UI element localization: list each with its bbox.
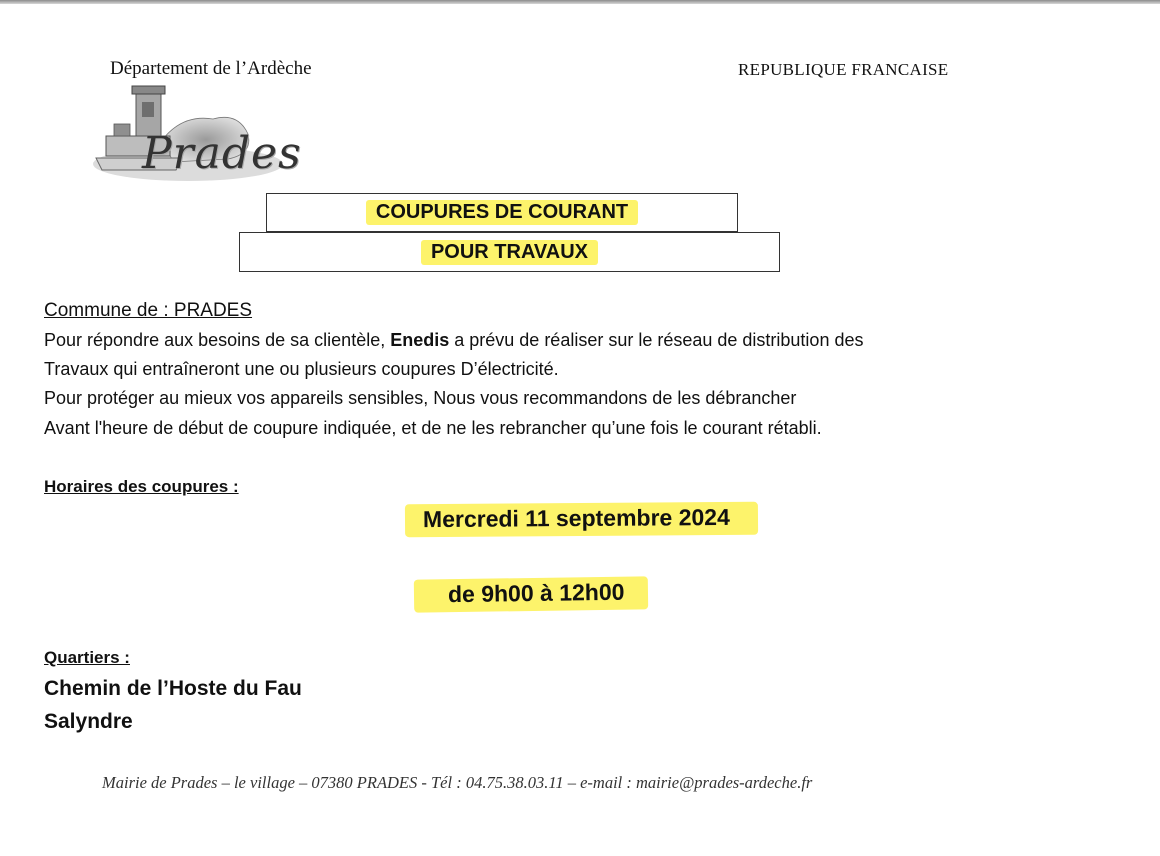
outage-hours: de 9h00 à 12h00 — [414, 576, 649, 612]
title-box-2 — [239, 232, 780, 272]
district-item: Salyndre — [44, 710, 133, 733]
footer-contact: Mairie de Prades – le village – 07380 PRADES - Tél : 04.75.38.03.11 – e-mail : mairie@prades-ardeche.fr — [102, 773, 813, 792]
commune-label: Commune de : PRADES — [44, 300, 253, 321]
paragraph-line-4: Avant l'heure de début de coupure indiquée, et de ne les rebrancher qu’une fois le courant rétabli. — [44, 418, 822, 438]
title-line-1: COUPURES DE COURANT — [366, 200, 638, 225]
paragraph-line-1 — [44, 330, 863, 351]
scan-edge — [0, 0, 1160, 4]
district-item: Chemin de l’Hoste du Fau — [44, 677, 302, 700]
logo-lettering: Prades — [142, 128, 302, 179]
title-box-1 — [266, 193, 738, 232]
enedis-name: Enedis — [390, 330, 450, 350]
prades-logo — [88, 84, 323, 189]
paragraph-line-1-end: a prévu de réaliser sur le réseau de distribution des — [449, 330, 864, 350]
paragraph-line-2: Travaux qui entraîneront une ou plusieurs coupures D’électricité. — [44, 359, 559, 379]
paragraph-line-3: Pour protéger au mieux vos appareils sensibles, Nous vous recommandons de les débrancher — [44, 388, 797, 408]
districts-heading: Quartiers : — [44, 648, 130, 667]
schedule-heading: Horaires des coupures : — [44, 477, 239, 496]
paragraph-line-1-start: Pour répondre aux besoins de sa clientèle, — [44, 330, 391, 350]
title-line-2: POUR TRAVAUX — [421, 240, 598, 265]
outage-date: Mercredi 11 septembre 2024 — [405, 502, 758, 537]
republic-label: REPUBLIQUE FRANCAISE — [738, 60, 949, 79]
department-label: Département de l’Ardèche — [110, 58, 312, 79]
